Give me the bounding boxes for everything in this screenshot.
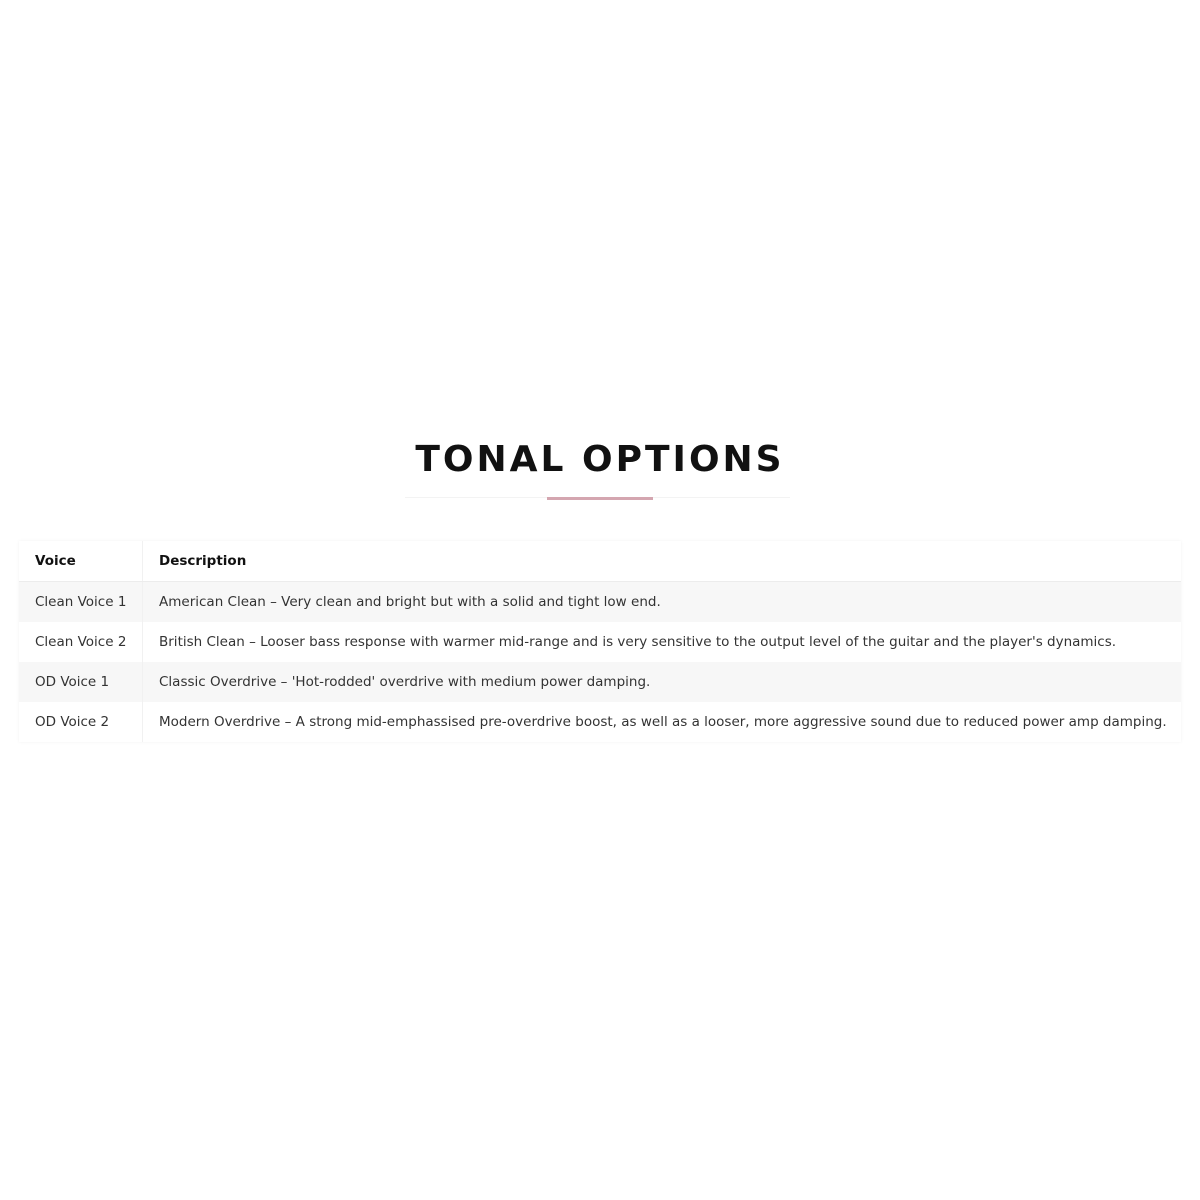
description-cell: Classic Overdrive – 'Hot-rodded' overdrive with medium power damping. <box>143 662 1182 702</box>
description-cell: Modern Overdrive – A strong mid-emphassised pre-overdrive boost, as well as a looser, more aggressive sound due to reduced power amp damping. <box>143 702 1182 742</box>
voice-cell: OD Voice 2 <box>19 702 143 742</box>
title-underline <box>547 497 653 500</box>
table-header-row <box>19 541 1181 582</box>
tonal-options-table <box>19 541 1181 742</box>
table-row <box>19 582 1181 623</box>
table-row <box>19 702 1181 742</box>
voice-cell: Clean Voice 1 <box>19 582 143 623</box>
voice-cell: Clean Voice 2 <box>19 622 143 662</box>
description-cell: American Clean – Very clean and bright but with a solid and tight low end. <box>143 582 1182 623</box>
page-title: TONAL OPTIONS <box>415 439 785 480</box>
column-header-voice: Voice <box>19 541 143 582</box>
description-cell: British Clean – Looser bass response with warmer mid-range and is very sensitive to the output level of the guitar and the player's dynamics. <box>143 622 1182 662</box>
table-row <box>19 622 1181 662</box>
voice-cell: OD Voice 1 <box>19 662 143 702</box>
column-header-description: Description <box>143 541 1182 582</box>
table-row <box>19 662 1181 702</box>
